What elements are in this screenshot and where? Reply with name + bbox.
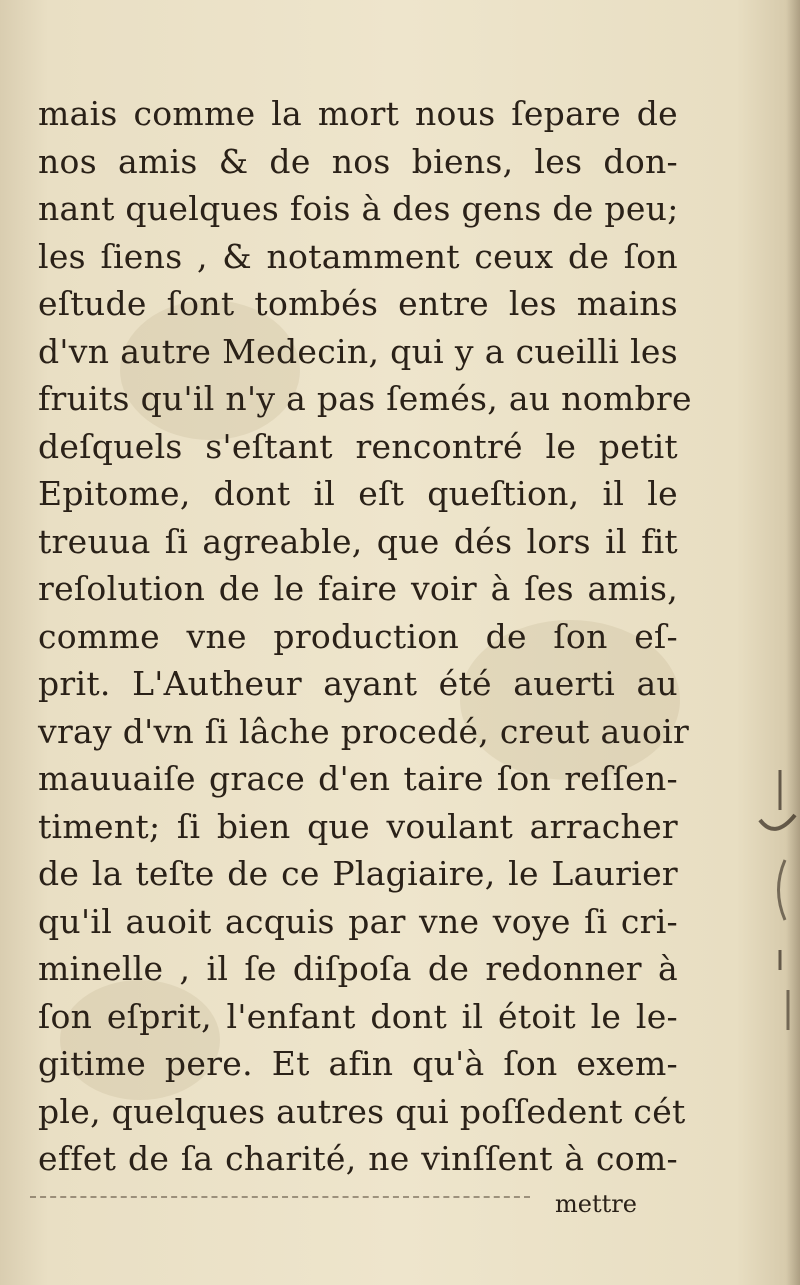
text-line: treuua ſi agreable, que dés lors il fit bbox=[38, 521, 678, 561]
text-line: prit. L'Autheur ayant été auerti au bbox=[38, 664, 678, 703]
text-line: mauuaiſe grace d'en taire ſon reſſen- bbox=[38, 759, 678, 798]
text-line: minelle , il ſe diſpoſa de redonner à bbox=[38, 949, 678, 988]
text-line: ſon eſprit, l'enfant dont il étoit le le- bbox=[38, 996, 678, 1036]
text-line: nant quelques fois à des gens de peu; bbox=[38, 189, 679, 228]
text-line: ple, quelques autres qui poſſedent cét bbox=[38, 1091, 686, 1131]
catchword: mettre bbox=[555, 1190, 637, 1218]
text-line: qu'il auoit acquis par vne voye ſi cri- bbox=[38, 901, 678, 941]
text-line: nos amis & de nos biens, les don- bbox=[38, 141, 678, 181]
text-line: mais comme la mort nous ſepare de bbox=[38, 94, 678, 133]
text-line: gitime pere. Et afin qu'à ſon exem- bbox=[38, 1044, 678, 1083]
text-line: comme vne production de ſon eſ- bbox=[38, 616, 678, 656]
text-line: de la teſte de ce Plagiaire, le Laurier bbox=[38, 854, 678, 893]
text-line: vray d'vn ſi lâche procedé, creut auoir bbox=[38, 711, 690, 751]
text-line: eſtude ſont tombés entre les mains bbox=[38, 284, 678, 323]
text-line: d'vn autre Medecin, qui y a cueilli les bbox=[38, 331, 678, 371]
text-line: les ſiens , & notamment ceux de ſon bbox=[38, 236, 678, 276]
text-line: fruits qu'il n'y a pas ſemés, au nombre bbox=[38, 379, 692, 418]
text-line: timent; ſi bien que voulant arracher bbox=[38, 806, 678, 846]
body-text bbox=[38, 90, 692, 1183]
text-line: deſquels s'eſtant rencontré le petit bbox=[38, 426, 678, 466]
footer-rule bbox=[30, 1196, 530, 1198]
text-line: Epitome, dont il eſt queſtion, il le bbox=[38, 474, 678, 513]
page-edge-shadow bbox=[786, 0, 800, 1285]
text-line: effet de ſa charité, ne vinſſent à com- bbox=[38, 1139, 678, 1178]
text-line: reſolution de le faire voir à ſes amis, bbox=[38, 569, 678, 608]
